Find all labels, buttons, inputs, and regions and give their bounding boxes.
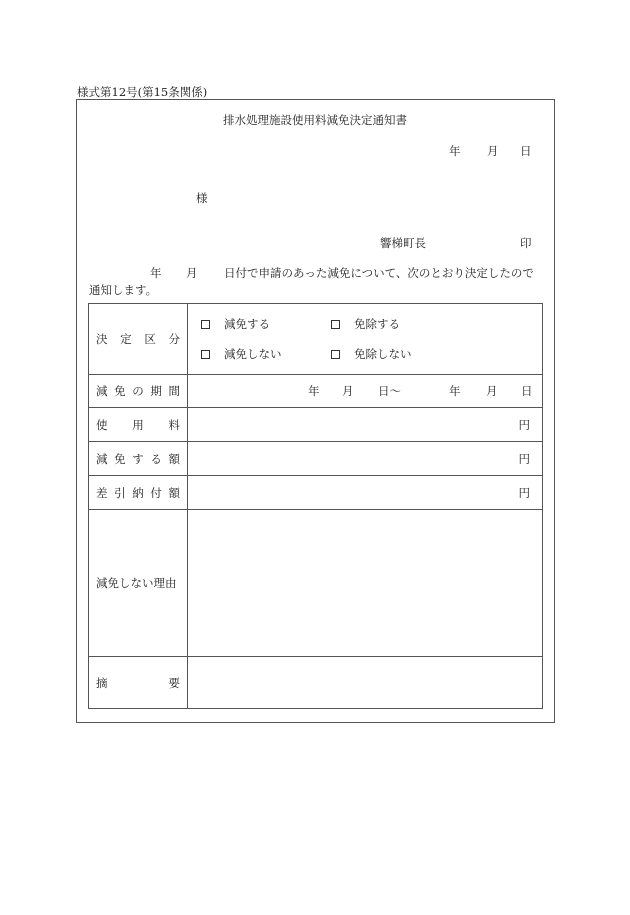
- label-char: 使: [96, 417, 108, 432]
- decision-type-label: [89, 304, 188, 375]
- table-row: [89, 375, 543, 408]
- reason-value-cell[interactable]: [188, 510, 543, 657]
- decision-options-cell: [188, 304, 543, 375]
- option-not-reduce[interactable]: [201, 346, 331, 362]
- remarks-value-cell[interactable]: [188, 657, 543, 709]
- label-char: 決: [96, 332, 108, 346]
- period-label: [89, 375, 188, 408]
- table-row: [89, 442, 543, 476]
- label-char: 額: [168, 485, 180, 500]
- label-char: 摘: [96, 675, 108, 690]
- form-reference: 様式第12号(第15条関係): [77, 85, 208, 99]
- usage-fee-label: [89, 408, 188, 442]
- option-label: 免除しない: [354, 347, 412, 361]
- checkbox-icon[interactable]: [331, 320, 340, 329]
- label-char: 額: [168, 451, 180, 466]
- yen-unit: 円: [518, 485, 530, 500]
- usage-fee-value-cell[interactable]: [188, 408, 543, 442]
- period-from-year: 年: [308, 384, 320, 398]
- date-day: 日: [520, 144, 532, 158]
- label-char: 定: [120, 332, 132, 346]
- option-reduce[interactable]: [201, 316, 331, 332]
- seal-mark: 印: [520, 236, 532, 250]
- period-to-month: 月: [486, 384, 498, 398]
- reason-label-text: 減免しない理由: [96, 576, 177, 590]
- label-char: 用: [132, 417, 144, 432]
- option-label: 減免しない: [224, 347, 282, 361]
- addressee-suffix: 様: [196, 191, 208, 205]
- checkbox-icon[interactable]: [331, 350, 340, 359]
- option-not-exempt[interactable]: [331, 346, 461, 362]
- reduction-amount-value-cell[interactable]: [188, 442, 543, 476]
- label-char: 間: [168, 384, 180, 398]
- remarks-label: [89, 657, 188, 709]
- reduction-amount-label: [89, 442, 188, 476]
- yen-unit: 円: [518, 417, 530, 432]
- table-row: [89, 408, 543, 442]
- document-title: 排水処理施設使用料減免決定通知書: [223, 113, 407, 127]
- option-exempt[interactable]: [331, 316, 461, 332]
- label-char: 引: [114, 485, 126, 500]
- intro-text: 日付で申請のあった減免について、次のとおり決定したので: [224, 266, 534, 280]
- label-char: 料: [168, 417, 180, 432]
- label-char: 差: [96, 485, 108, 500]
- label-char: 免: [114, 451, 126, 466]
- decision-table: [88, 303, 543, 709]
- period-to-day: 日: [521, 384, 533, 398]
- label-char: の: [132, 384, 144, 398]
- table-row: [89, 476, 543, 510]
- label-char: 期: [150, 384, 162, 398]
- table-row: [89, 304, 543, 375]
- label-char: 免: [114, 384, 126, 398]
- reason-label: [89, 510, 188, 657]
- date-year: 年: [449, 144, 461, 158]
- date-month: 月: [487, 144, 499, 158]
- label-char: 付: [150, 485, 162, 500]
- period-value-cell[interactable]: [188, 375, 543, 408]
- label-char: 分: [168, 332, 180, 346]
- label-char: 減: [96, 384, 108, 398]
- label-char: 区: [144, 332, 156, 346]
- table-row: [89, 657, 543, 709]
- label-char: 要: [168, 675, 180, 690]
- net-payment-value-cell[interactable]: [188, 476, 543, 510]
- table-row: [89, 510, 543, 657]
- period-from-month: 月: [342, 384, 354, 398]
- intro-year: 年: [150, 266, 162, 280]
- period-to-year: 年: [449, 384, 461, 398]
- checkbox-icon[interactable]: [201, 320, 210, 329]
- intro-month: 月: [186, 266, 198, 280]
- yen-unit: 円: [518, 451, 530, 466]
- label-char: る: [150, 451, 162, 466]
- label-char: 納: [132, 485, 144, 500]
- issuer-name: 響梯町長: [380, 236, 426, 250]
- intro-text-line2: 通知します。: [89, 283, 158, 297]
- option-label: 免除する: [354, 317, 400, 331]
- period-from-day: 日～: [378, 384, 401, 398]
- checkbox-icon[interactable]: [201, 350, 210, 359]
- option-label: 減免する: [224, 317, 270, 331]
- label-char: す: [132, 451, 144, 466]
- label-char: 減: [96, 451, 108, 466]
- net-payment-label: [89, 476, 188, 510]
